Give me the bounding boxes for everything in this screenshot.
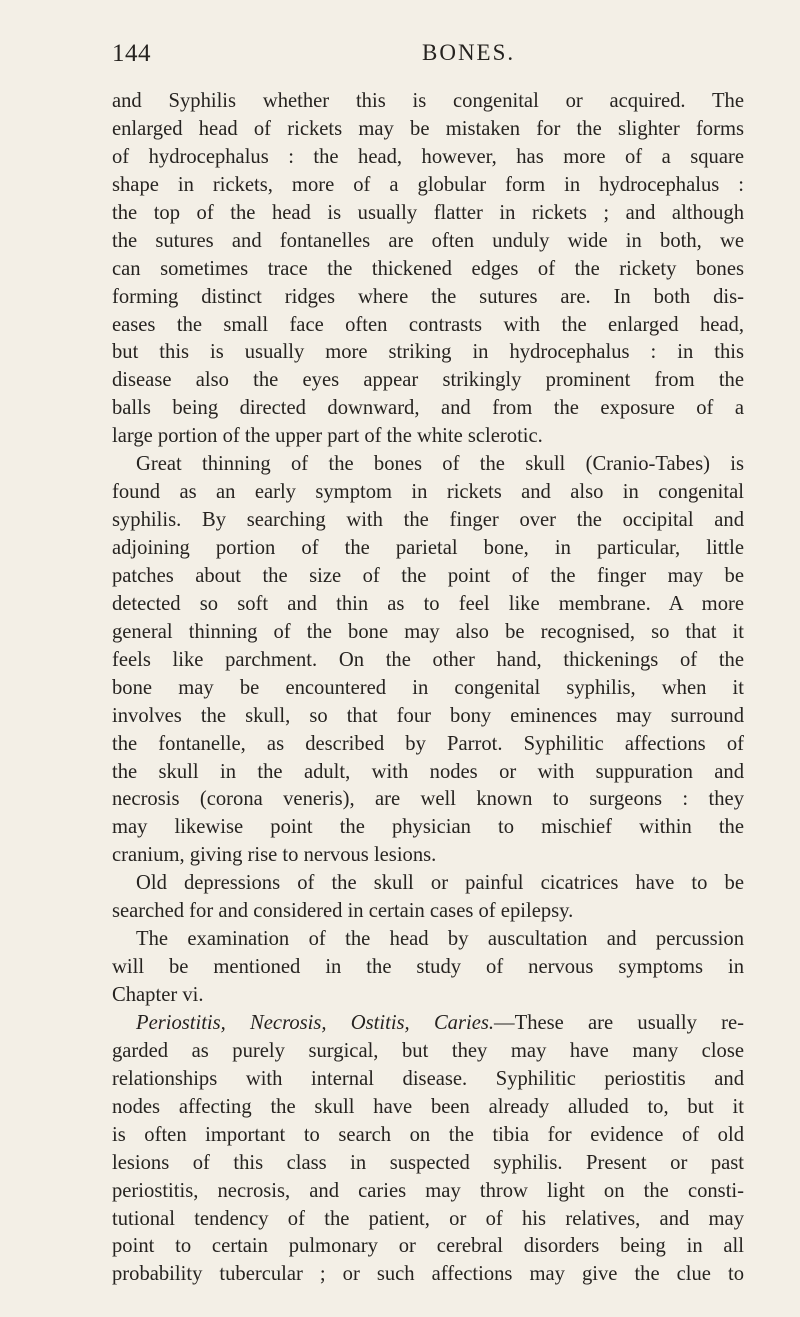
text-line: shape in rickets, more of a globular form in hydrocephalus : (112, 173, 744, 196)
text-line: may likewise point the physician to mischief within the (112, 816, 744, 839)
text-line: the skull in the adult, with nodes or with suppuration and (112, 760, 744, 783)
text-line: Chapter vi. (112, 984, 204, 1006)
text-line: will be mentioned in the study of nervous symptoms in (112, 956, 744, 979)
text-line: the top of the head is usually flatter in rickets ; and although (112, 201, 744, 224)
text-line: detected so soft and thin as to feel like membrane. A more (112, 592, 744, 615)
body-text (112, 88, 744, 1289)
text-line: can sometimes trace the thickened edges of the rickety bones (112, 257, 744, 280)
text-line: the sutures and fontanelles are often unduly wide in both, we (112, 229, 744, 252)
text-line: Great thinning of the bones of the skull (Cranio-Tabes) is (136, 453, 744, 476)
text-line: and Syphilis whether this is congenital or acquired. The (112, 90, 744, 112)
text-line: forming distinct ridges where the sutures are. In both dis- (112, 285, 744, 308)
text-line: probability tubercular ; or such affections may give the clue to (112, 1263, 744, 1286)
section-heading-line (112, 1010, 744, 1038)
running-title: BONES. (422, 40, 516, 65)
text-line: patches about the size of the point of the finger may be (112, 564, 744, 587)
text-line: feels like parchment. On the other hand, thickenings of the (112, 648, 744, 671)
section-heading: Periostitis, Necrosis, Ostitis, Caries. (136, 1011, 495, 1034)
text-line: eases the small face often contrasts with the enlarged head, (112, 313, 744, 336)
text-line: relationships with internal disease. Syphilitic periostitis and (112, 1067, 744, 1090)
text-line: cranium, giving rise to nervous lesions. (112, 844, 437, 867)
text-line: involves the skull, so that four bony eminences may surround (112, 704, 744, 727)
text-line: general thinning of the bone may also be recognised, so that it (112, 620, 744, 643)
text-line: searched for and considered in certain cases of epilepsy. (112, 900, 574, 923)
text-line: garded as purely surgical, but they may have many close (112, 1039, 744, 1062)
text-line: tutional tendency of the patient, or of his relatives, and may (112, 1207, 744, 1230)
text-line: point to certain pulmonary or cerebral disorders being in all (112, 1235, 744, 1258)
text-line: balls being directed downward, and from the exposure of a (112, 397, 744, 420)
text-line: The examination of the head by auscultation and percussion (136, 928, 744, 951)
text-line: the fontanelle, as described by Parrot. Syphilitic affections of (112, 732, 744, 755)
text-line: found as an early symptom in rickets and also in congenital (112, 481, 744, 504)
text-line: lesions of this class in suspected syphilis. Present or past (112, 1151, 744, 1174)
text-line: nodes affecting the skull have been already alluded to, but it (112, 1095, 744, 1118)
text-line: is often important to search on the tibia for evidence of old (112, 1123, 744, 1146)
running-head (112, 40, 744, 74)
text-line: bone may be encountered in congenital syphilis, when it (112, 676, 744, 699)
text-line: of hydrocephalus : the head, however, has more of a square (112, 145, 744, 168)
text-line: enlarged head of rickets may be mistaken for the slighter forms (112, 117, 744, 140)
text-line: periostitis, necrosis, and caries may throw light on the consti- (112, 1179, 744, 1202)
section-heading-continuation: —These are usually re- (494, 1011, 744, 1034)
text-line: Old depressions of the skull or painful cicatrices have to be (136, 872, 744, 895)
text-line: but this is usually more striking in hydrocephalus : in this (112, 341, 744, 364)
text-line: disease also the eyes appear strikingly prominent from the (112, 369, 744, 392)
text-line: necrosis (corona veneris), are well known to surgeons : they (112, 788, 744, 811)
text-line: syphilis. By searching with the finger over the occipital and (112, 509, 744, 532)
text-line: large portion of the upper part of the white sclerotic. (112, 425, 543, 448)
page-number: 144 (112, 40, 151, 67)
text-line: adjoining portion of the parietal bone, in particular, little (112, 537, 744, 559)
